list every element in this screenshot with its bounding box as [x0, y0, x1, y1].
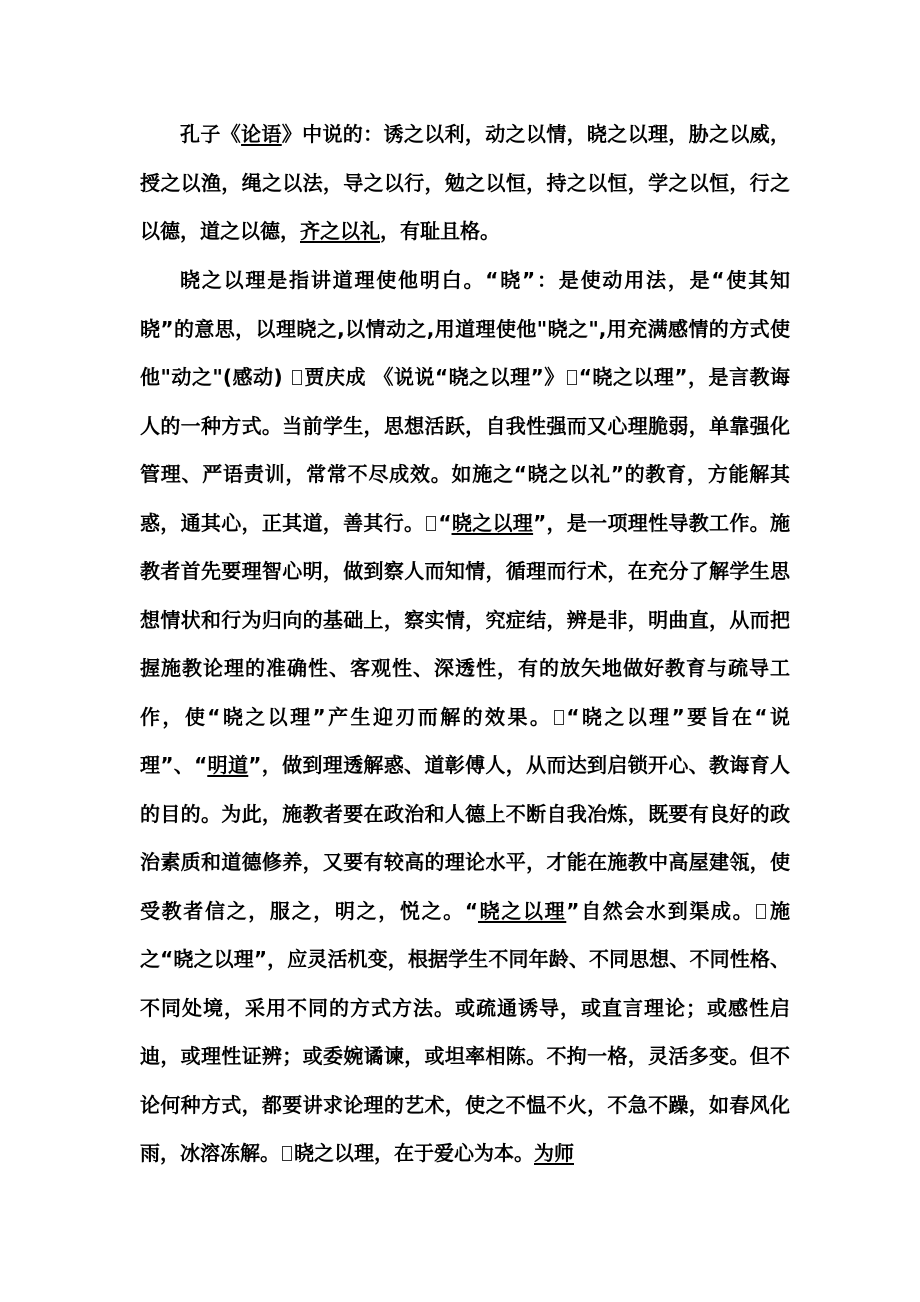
para2-seg-1: 晓之以理是指讲道理使他明白。“晓”：是使动用法，是“使其知晓”的意思，以理晓之,以情动之,用道理使他"晓之",用充满感情的方式使他"动之"(感动) — [140, 268, 790, 389]
para2-seg-5-underlined-2: 晓之以理 — [478, 898, 567, 923]
underlined-phrase: 齐之以礼 — [300, 219, 380, 243]
para2-seg-4-rest: ”，是一项理性导教工作。施教者首先要理智心明，做到察人而知情，循理而行术，在充分了解学生思想情状和行为归向的基础上，察实情，究症结，辨是非，明曲直，从而把握施教论理的准确性、客观性、深透性，有的放矢地做好教育与疏导工作，使“晓之以理”产生迎刃而解的效果。 — [140, 510, 790, 729]
para2-seg-4-underlined: 晓之以理 — [451, 510, 534, 535]
para2-seg-4-open: “ — [438, 510, 452, 535]
para1-text-a: 》中说的：诱之以利，动之以情，晓之以理，胁之以威，授之以渔，绳之以法，导之以行，勉之以恒，持之以恒，学之以恒，行之以德，道之以德， — [140, 122, 791, 243]
para2-seg-7: 晓之以理，在于爱心为本。 — [294, 1141, 534, 1165]
para2-seg-5-underlined: 明道 — [207, 753, 249, 777]
para2-seg-5-a: “晓之以理”要旨在“说理”、“ — [140, 704, 790, 777]
missing-glyph-box-icon — [567, 370, 577, 385]
para1-prefix: 孔子《 — [180, 122, 242, 146]
book-title-underlined: 论语 — [241, 122, 282, 146]
para2-seg-6: 施之“晓之以理”，应灵活机变，根据学生不同年龄、不同思想、不同性格、不同处境，采用不同的方式方法。或疏通诱导，或直言理论；或感性启迪，或理性证辨；或委婉谲谏，或坦率相陈。不拘一格，灵活多变。但不论何种方式，都要讲求论理的艺术，使之不愠不火，不急不躁，如春风化雨，冰溶冻解。 — [140, 898, 790, 1165]
missing-glyph-box-icon — [426, 516, 436, 531]
para2-citation: 贾庆成 《说说“晓之以理”》 — [304, 365, 565, 389]
paragraph-2 — [140, 256, 790, 1178]
missing-glyph-box-icon — [292, 370, 302, 385]
para2-seg-7-underlined: 为师 — [534, 1141, 574, 1165]
paragraph-1 — [140, 110, 790, 256]
para2-seg-5-b: ”，做到理透解惑、道彰傅人，从而达到启锁开心、教诲育人的目的。为此，施教者要在政治和人德上不断自我冶炼，既要有良好的政治素质和道德修养，又要有较高的理论水平，才能在施教中高屋建瓴，使受教者信之，服之，明之，悦之。“ — [140, 753, 790, 923]
para2-seg-3: “晓之以理”，是言教诲人的一种方式。当前学生，思想活跃，自我性强而又心理脆弱，单靠强化管理、严语责训，常常不尽成效。如施之“晓之以礼”的教育，方能解其惑，通其心，正其道，善其行。 — [140, 365, 790, 535]
missing-glyph-box-icon — [282, 1146, 292, 1161]
para2-seg-5-c: ”自然会水到渠成。 — [566, 898, 755, 923]
missing-glyph-box-icon — [756, 904, 766, 919]
missing-glyph-box-icon — [554, 710, 564, 725]
para1-text-b: ，有耻且格。 — [380, 219, 500, 243]
